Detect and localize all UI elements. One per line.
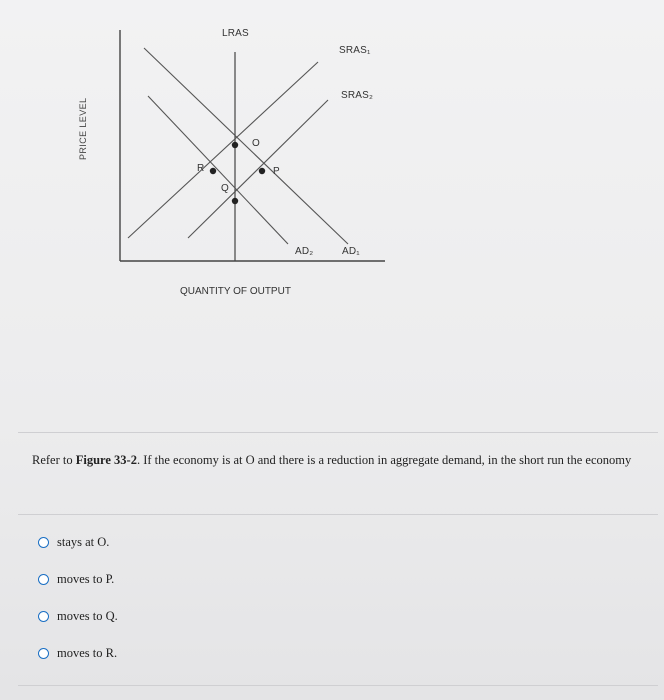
radio-circle-icon[interactable] [38, 611, 49, 622]
point-r-label: R [197, 163, 205, 174]
point-r-marker [210, 168, 216, 174]
ad2-line [148, 96, 288, 244]
ad2-label: AD₂ [295, 246, 314, 257]
ad1-line [144, 48, 348, 244]
y-axis-label: PRICE LEVEL [78, 97, 88, 160]
sras1-line [128, 62, 318, 238]
radio-circle-icon[interactable] [38, 574, 49, 585]
radio-circle-icon[interactable] [38, 648, 49, 659]
option-label: moves to P. [57, 572, 115, 586]
divider-bottom [18, 685, 658, 686]
divider-top [18, 432, 658, 433]
option-label: moves to R. [57, 646, 118, 660]
x-axis-label: QUANTITY OF OUTPUT [180, 286, 291, 297]
sras2-line [188, 100, 328, 238]
point-o-label: O [252, 138, 260, 149]
point-q-marker [232, 198, 238, 204]
radio-circle-icon[interactable] [38, 537, 49, 548]
question-prefix: Refer to [32, 453, 76, 467]
point-o-marker [232, 142, 238, 148]
question-body: . If the economy is at O and there is a reduction in aggregate demand, in the short run the economy [136, 453, 632, 467]
option-moves-to-p[interactable] [38, 572, 114, 587]
divider-question [18, 514, 658, 515]
figure-reference: Figure 33-2 [75, 453, 137, 467]
figure-graph [60, 20, 400, 310]
option-label: moves to Q. [57, 609, 118, 623]
option-moves-to-r[interactable] [38, 646, 117, 661]
option-stays-at-o[interactable] [38, 535, 109, 550]
figure-33-2 [60, 20, 400, 310]
question-text [32, 448, 652, 472]
sras1-label: SRAS₁ [339, 45, 371, 56]
option-label: stays at O. [57, 535, 110, 549]
lras-label: LRAS [222, 28, 249, 39]
point-q-label: Q [221, 183, 229, 194]
point-p-marker [259, 168, 265, 174]
point-p-label: P [273, 166, 280, 177]
sras2-label: SRAS₂ [341, 90, 374, 101]
option-moves-to-q[interactable] [38, 609, 118, 624]
question-area [0, 430, 664, 700]
ad1-label: AD₁ [342, 246, 360, 257]
